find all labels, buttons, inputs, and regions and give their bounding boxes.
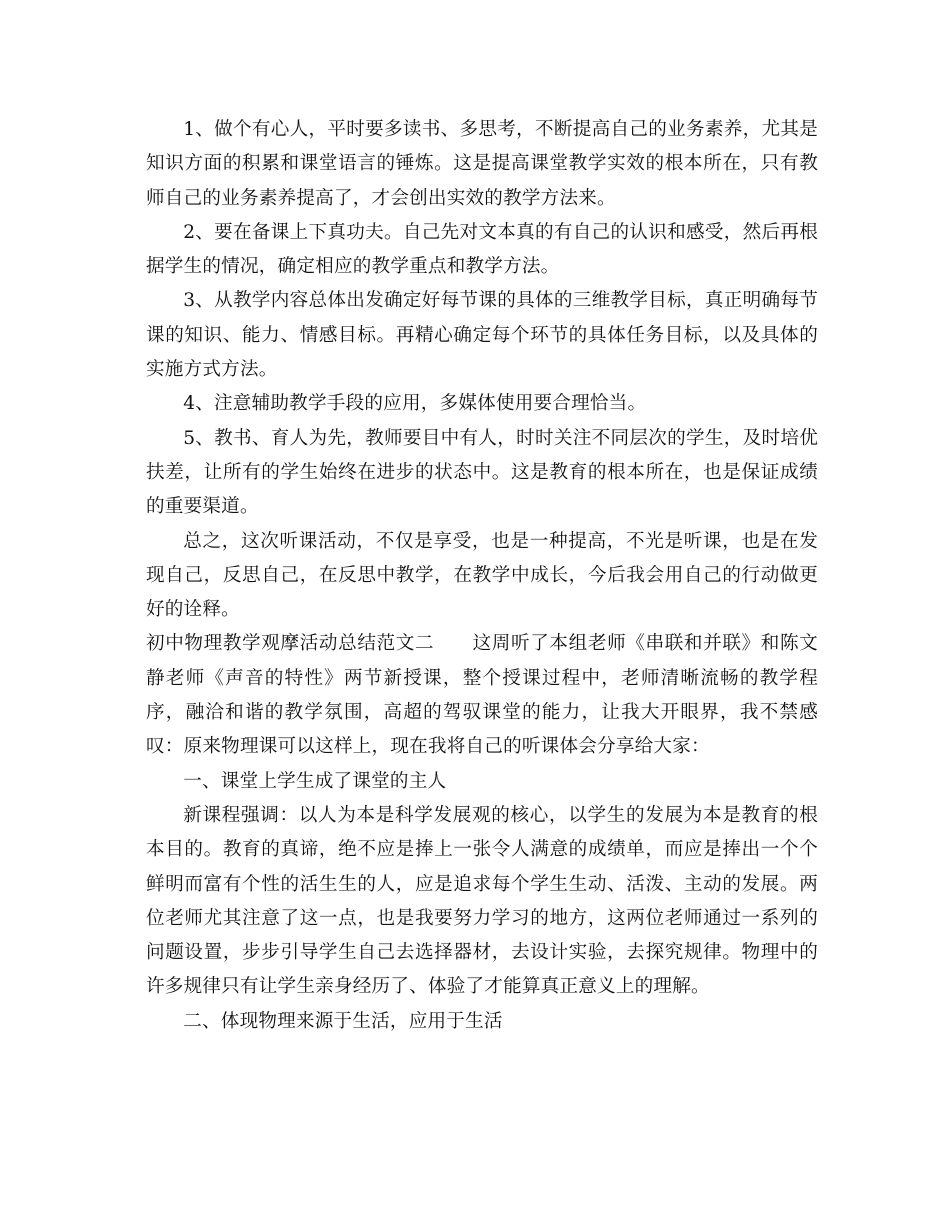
heading-1: 一、课堂上学生成了课堂的主人 bbox=[183, 770, 447, 792]
paragraph-3: 3、从教学内容总体出发确定好每节课的具体的三维教学目标，真正明确每节课的知识、能力、情感目标。再精心确定每个环节的具体任务目标，以及具体的实施方式方法。 bbox=[146, 290, 818, 381]
paragraph-summary: 总之，这次听课活动，不仅是享受，也是一种提高，不光是听课，也是在发现自己，反思自己，在反思中教学，在教学中成长，今后我会用自己的行动做更好的诠释。 bbox=[146, 530, 818, 621]
paragraph-1: 1、做个有心人，平时要多读书、多思考，不断提高自己的业务素养，尤其是知识方面的积累和课堂语言的锤炼。这是提高课堂教学实效的根本所在，只有教师自己的业务素养提高了，才会创出实效的教学方法来。 bbox=[146, 119, 818, 209]
section-title: 初中物理教学观摩活动总结范文二 bbox=[146, 633, 435, 655]
paragraph-7: 新课程强调：以人为本是科学发展观的核心，以学生的发展为本是教育的根本目的。教育的真谛，绝不应是捧上一张令人满意的成绩单，而应是捧出一个个鲜明而富有个性的活生生的人，应是追求每个学生生动、活泼、主动的发展。两位老师尤其注意了这一点，也是我要努力学习的地方，这两位老师通过一系列的问题设置，步步引导学生自己去选择器材，去设计实验，去探究规律。物理中的许多规律只有让学生亲身经历了、体验了才能算真正意义上的理解。 bbox=[146, 804, 818, 998]
section-intro-paragraph bbox=[146, 627, 818, 764]
heading-2: 二、体现物理来源于生活，应用于生活 bbox=[183, 1010, 503, 1032]
paragraph-4: 4、注意辅助教学手段的应用，多媒体使用要合理恰当。 bbox=[183, 393, 647, 415]
paragraph-5: 5、教书、育人为先，教师要目中有人，时时关注不同层次的学生，及时培优扶差，让所有的学生始终在进步的状态中。这是教育的根本所在，也是保证成绩的重要渠道。 bbox=[146, 427, 818, 518]
document-body bbox=[146, 113, 818, 1039]
section-intro: 这周听了本组老师《串联和并联》和陈文静老师《声音的特性》两节新授课，整个授课过程中，老师清晰流畅的教学程序，融洽和谐的教学氛围，高超的驾驭课堂的能力，让我大开眼界，我不禁感叹：原来物理课可以这样上，现在我将自己的听课体会分享给大家： bbox=[146, 633, 818, 758]
paragraph-2: 2、要在备课上下真功夫。自己先对文本真的有自己的认识和感受，然后再根据学生的情况，确定相应的教学重点和教学方法。 bbox=[146, 221, 818, 278]
